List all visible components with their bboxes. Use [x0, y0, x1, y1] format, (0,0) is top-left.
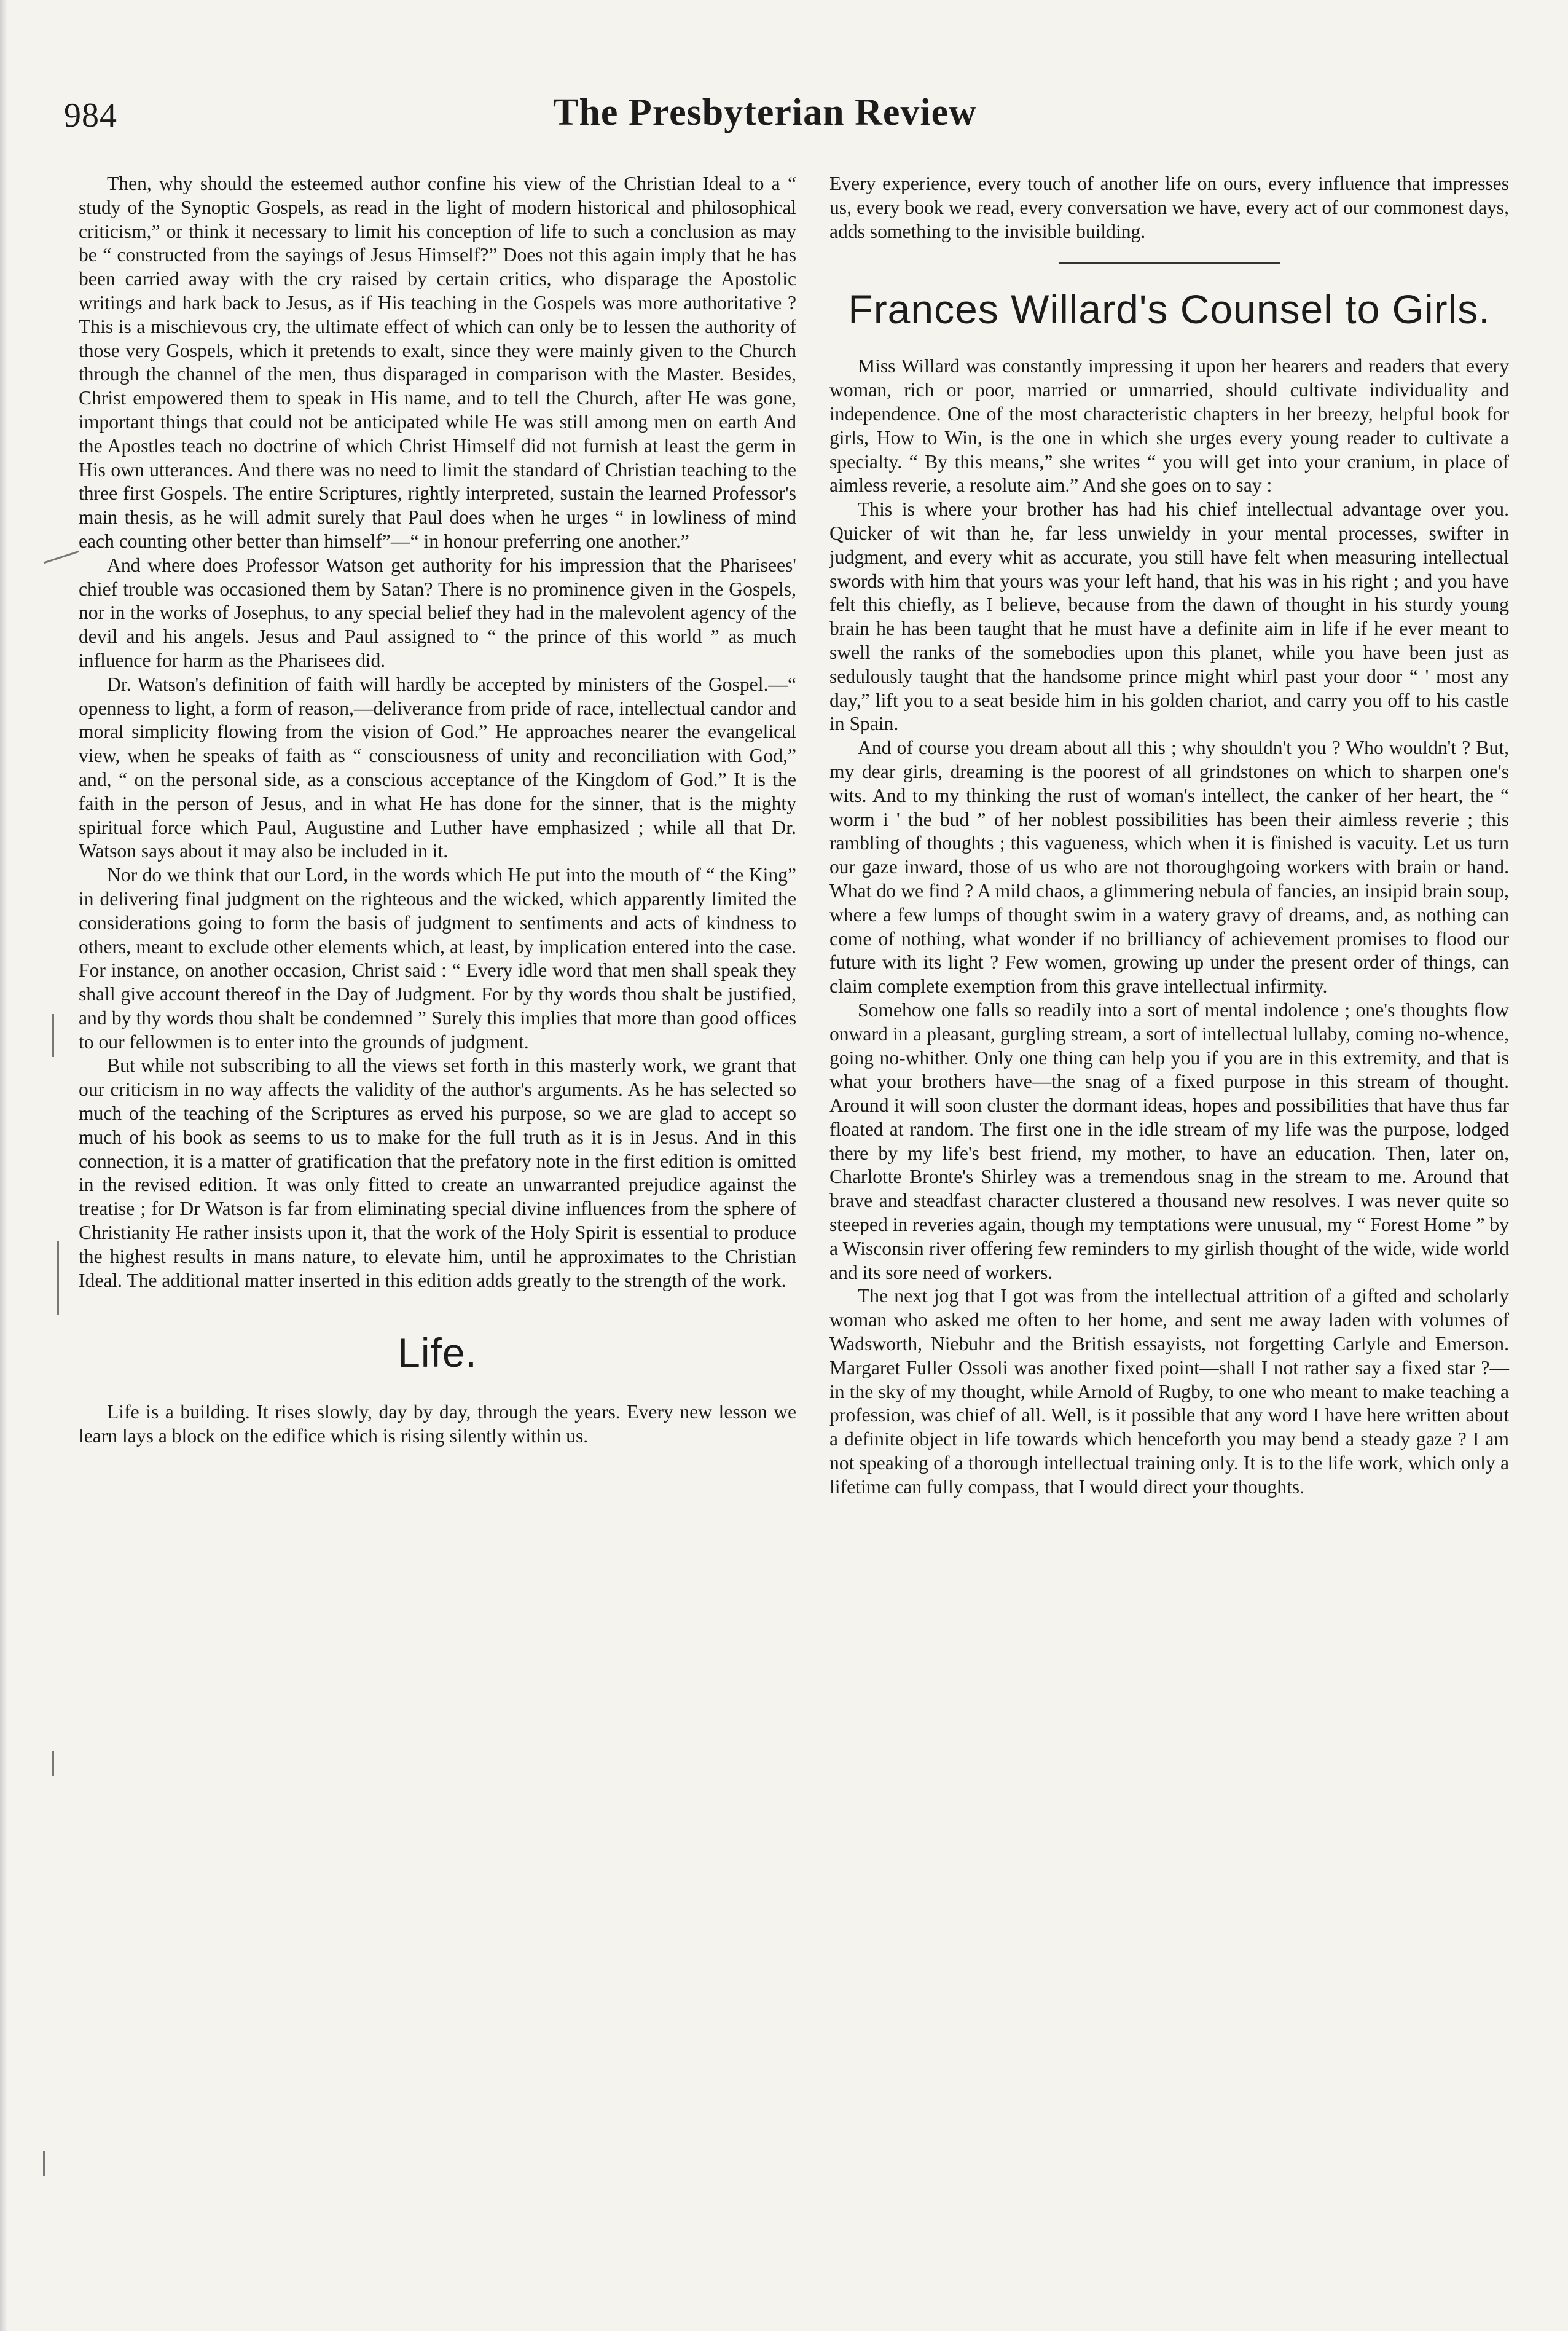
article-paragraph: Dr. Watson's definition of faith will hardly be accepted by ministers of the Gospel.—“ openness to light, a form of reason,—deliverance from pride of race, intellectual candor and moral simplicity flowing from the vision of God.” He approaches nearer the evangelical view, when he speaks of faith as “ consciousness of unity and reconciliation with God,” and, “ on the personal side, as a conscious acceptance of the Kingdom of God.” It is the faith in the person of Jesus, and in what He has done for the sinner, that is the mighty spiritual force which Paul, Augustine and Luther have emphasized ; while all that Dr. Watson says about it may also be included in it. [79, 673, 796, 862]
willard-paragraph: The next jog that I got was from the intellectual attrition of a gifted and scholarly woman who asked me often to her home, and sent me away laden with volumes of Wadsworth, Niebuhr and the British essayists, not forgetting Carlyle and Emerson. Margaret Fuller Ossoli was another fixed point—shall I not rather say a fixed star ?—in the sky of my thought, while Arnold of Rugby, to one who meant to make teaching a profession, was chief of all. Well, is it possible that any word I have here written about a definite object in life towards which henceforth you may bend a steady gaze ? I am not speaking of a thorough intellectual training only. It is to the life work, which only a lifetime can fully compass, that I would direct your thoughts. [829, 1285, 1509, 1498]
article-paragraph: And where does Professor Watson get authority for his impression that the Pharisees' chief trouble was occasioned them by Satan? There is no prominence given in the Gospels, nor in the works of Josephus, to any special belief they had in the malevolent agency of the devil and his angels. Jesus and Paul assigned to “ the prince of this world ” as much influence for harm as the Pharisees did. [79, 554, 796, 671]
margin-mark [57, 1241, 59, 1315]
scan-edge [0, 0, 7, 2331]
article-paragraph: But while not subscribing to all the views set forth in this masterly work, we grant that our criticism in no way affects the validity of the author's arguments. As he has selected so much of the teaching of the Scriptures as erved his purpose, so we are glad to accept so much of his book as seems to us to make for the full truth as it is in Jesus. And in this connection, it is a matter of gratification that the prefatory note in the first edition is omitted in the revised edition. It was only fitted to create an unwarranted prejudice against the treatise ; for Dr Watson is far from eliminating special divine influences from the sphere of Christianity He rather insists upon it, that the work of the Holy Spirit is essential to produce the highest results in mans nature, to elevate him, until he approximates to the Christian Ideal. The additional matter inserted in this edition adds greatly to the strength of the work. [79, 1055, 796, 1291]
life-heading: Life. [398, 1330, 477, 1376]
section-divider [1059, 262, 1280, 264]
willard-paragraph: Miss Willard was constantly impressing it upon her hearers and readers that every woman, rich or poor, married or unmarried, should cultivate individuality and independence. One of the most characteristic chapters in her breezy, helpful book for girls, How to Win, is the one in which she urges every young reader to cultivate a specialty. “ By this means,” she writes “ you will get into your cranium, in place of aimless reverie, a resolute aim.” And she goes on to say : [829, 355, 1509, 497]
article-paragraph: Then, why should the esteemed author confine his view of the Christian Ideal to a “ study of the Synoptic Gospels, as read in the light of modern historical and philosophical criticism,” or think it necessary to limit his conception of life to such a conclusion as may be “ constructed from the sayings of Jesus Himself?” Does not this again imply that he has been carried away with the cry raised by certain critics, who disparage the Apostolic writings and hark back to Jesus, as if His teaching in the Gospels was more authoritative ? This is a mischievous cry, the ultimate effect of which can only be to lessen the authority of those very Gospels, which it pretends to exalt, since they were mainly given to the Church through the channel of the men, thus disparaged in comparison with the Master. Besides, Christ empowered them to speak in His name, and to tell the Church, after He was gone, important things that could not be anticipated while He was still among men on earth And the Apostles teach no doctrine of which Christ Himself did not furnish at least the germ in His own utterances. And there was no need to limit the standard of Christian teaching to the three first Gospels. The entire Scriptures, rightly interpreted, sustain the learned Professor's main thesis, as he will admit surely that Paul does when he urges “ in lowliness of mind each counting other better than himself”—“ in honour preferring one another.” [79, 173, 796, 552]
willard-heading: Frances Willard's Counsel to Girls. [848, 286, 1491, 332]
margin-mark [52, 1014, 54, 1057]
willard-paragraph: And of course you dream about all this ; why shouldn't you ? Who wouldn't ? But, my dear girls, dreaming is the poorest of all grindstones on which to sharpen one's wits. And to my thinking the rust of woman's intellect, the canker of her heart, the “ worm i ' the bud ” of her noblest possibilities has been their aimless reverie ; this rambling of thoughts ; this vagueness, which when it is finished is vacuity. Let us turn our gaze inward, those of us who are not thoroughgoing workers with brain or hand. What do we find ? A mild chaos, a glimmering nebula of fancies, an insipid brain soup, where a few lumps of thought swim in a watery gravy of dreams, and, as nothing can come of nothing, what wonder if no brilliancy of achievement promises to flood our future with its light ? Few women, growing up under the present order of things, can claim complete exemption from this grave intellectual infirmity. [829, 737, 1509, 997]
right-column [829, 172, 1509, 1500]
margin-mark [52, 1751, 54, 1776]
willard-paragraph: This is where your brother has had his chief intellectual advantage over you. Quicker of wit than he, far less unwieldy in your mental processes, swifter in judgment, and every whit as accurate, you still have felt when measuring intellectual swords with him that yours was your left hand, that his was in his right ; and you have felt this chiefly, as I believe, because from the dawn of thought in his sturdy young brain he has been taught that he must have a definite aim in life if he ever meant to swell the ranks of the somebodies upon this planet, while you have been just as sedulously taught that the handsome prince might whirl past your door “ ' most any day,” lift you to a seat beside him in his golden chariot, and carry you off to his castle in Spain. [829, 498, 1509, 735]
page-number: 984 [64, 96, 117, 135]
willard-paragraph: Somehow one falls so readily into a sort of mental indolence ; one's thoughts flow onward in a pleasant, gurgling stream, a sort of intellectual lullaby, coming no-whence, going no-whither. Only one thing can help you if you are in this extremity, and that is what your brothers have—the snag of a fixed purpose in this stream of thought. Around it will soon cluster the dormant ideas, hopes and possibilities that have thus far floated at random. The first one in the idle stream of my life was the purpose, lodged there by my life's best friend, my mother, to have an education. Then, later on, Charlotte Bronte's Shirley was a tremendous snag in the stream to me. Around that brave and steadfast character clustered a thousand new resolves. I was never quite so steeped in reveries again, though my temptations were unusual, my “ Forest Home ” by a Wisconsin river offering few reminders to my girlish thought of the wide, wide world and its sore need of workers. [829, 999, 1509, 1283]
margin-mark [43, 2151, 45, 2176]
life-paragraph: Life is a building. It rises slowly, day by day, through the years. Every new lesson we learn lays a block on the edifice which is rising silently within us. [79, 1401, 796, 1447]
left-column [79, 172, 796, 1449]
article-paragraph: Nor do we think that our Lord, in the words which He put into the mouth of “ the King” in delivering final judgment on the righteous and the wicked, which apparently limited the considerations going to form the basis of judgment to sentiments and acts of kindness to others, meant to exclude other elements which, at least, by implication entered into the case. For instance, on another occasion, Christ said : “ Every idle word that men shall speak they shall give account thereof in the Day of Judgment. For by thy words thou shalt be justified, and by thy words thou shalt be condemned ” Surely this implies that more than good offices to our fellowmen is to enter into the grounds of judgment. [79, 864, 796, 1053]
life-continuation: Every experience, every touch of another life on ours, every influence that impresses us, every book we read, every conversation we have, every act of our commonest days, adds something to the invisible building. [829, 173, 1509, 242]
journal-title: The Presbyterian Review [553, 92, 977, 133]
margin-mark [44, 551, 79, 564]
